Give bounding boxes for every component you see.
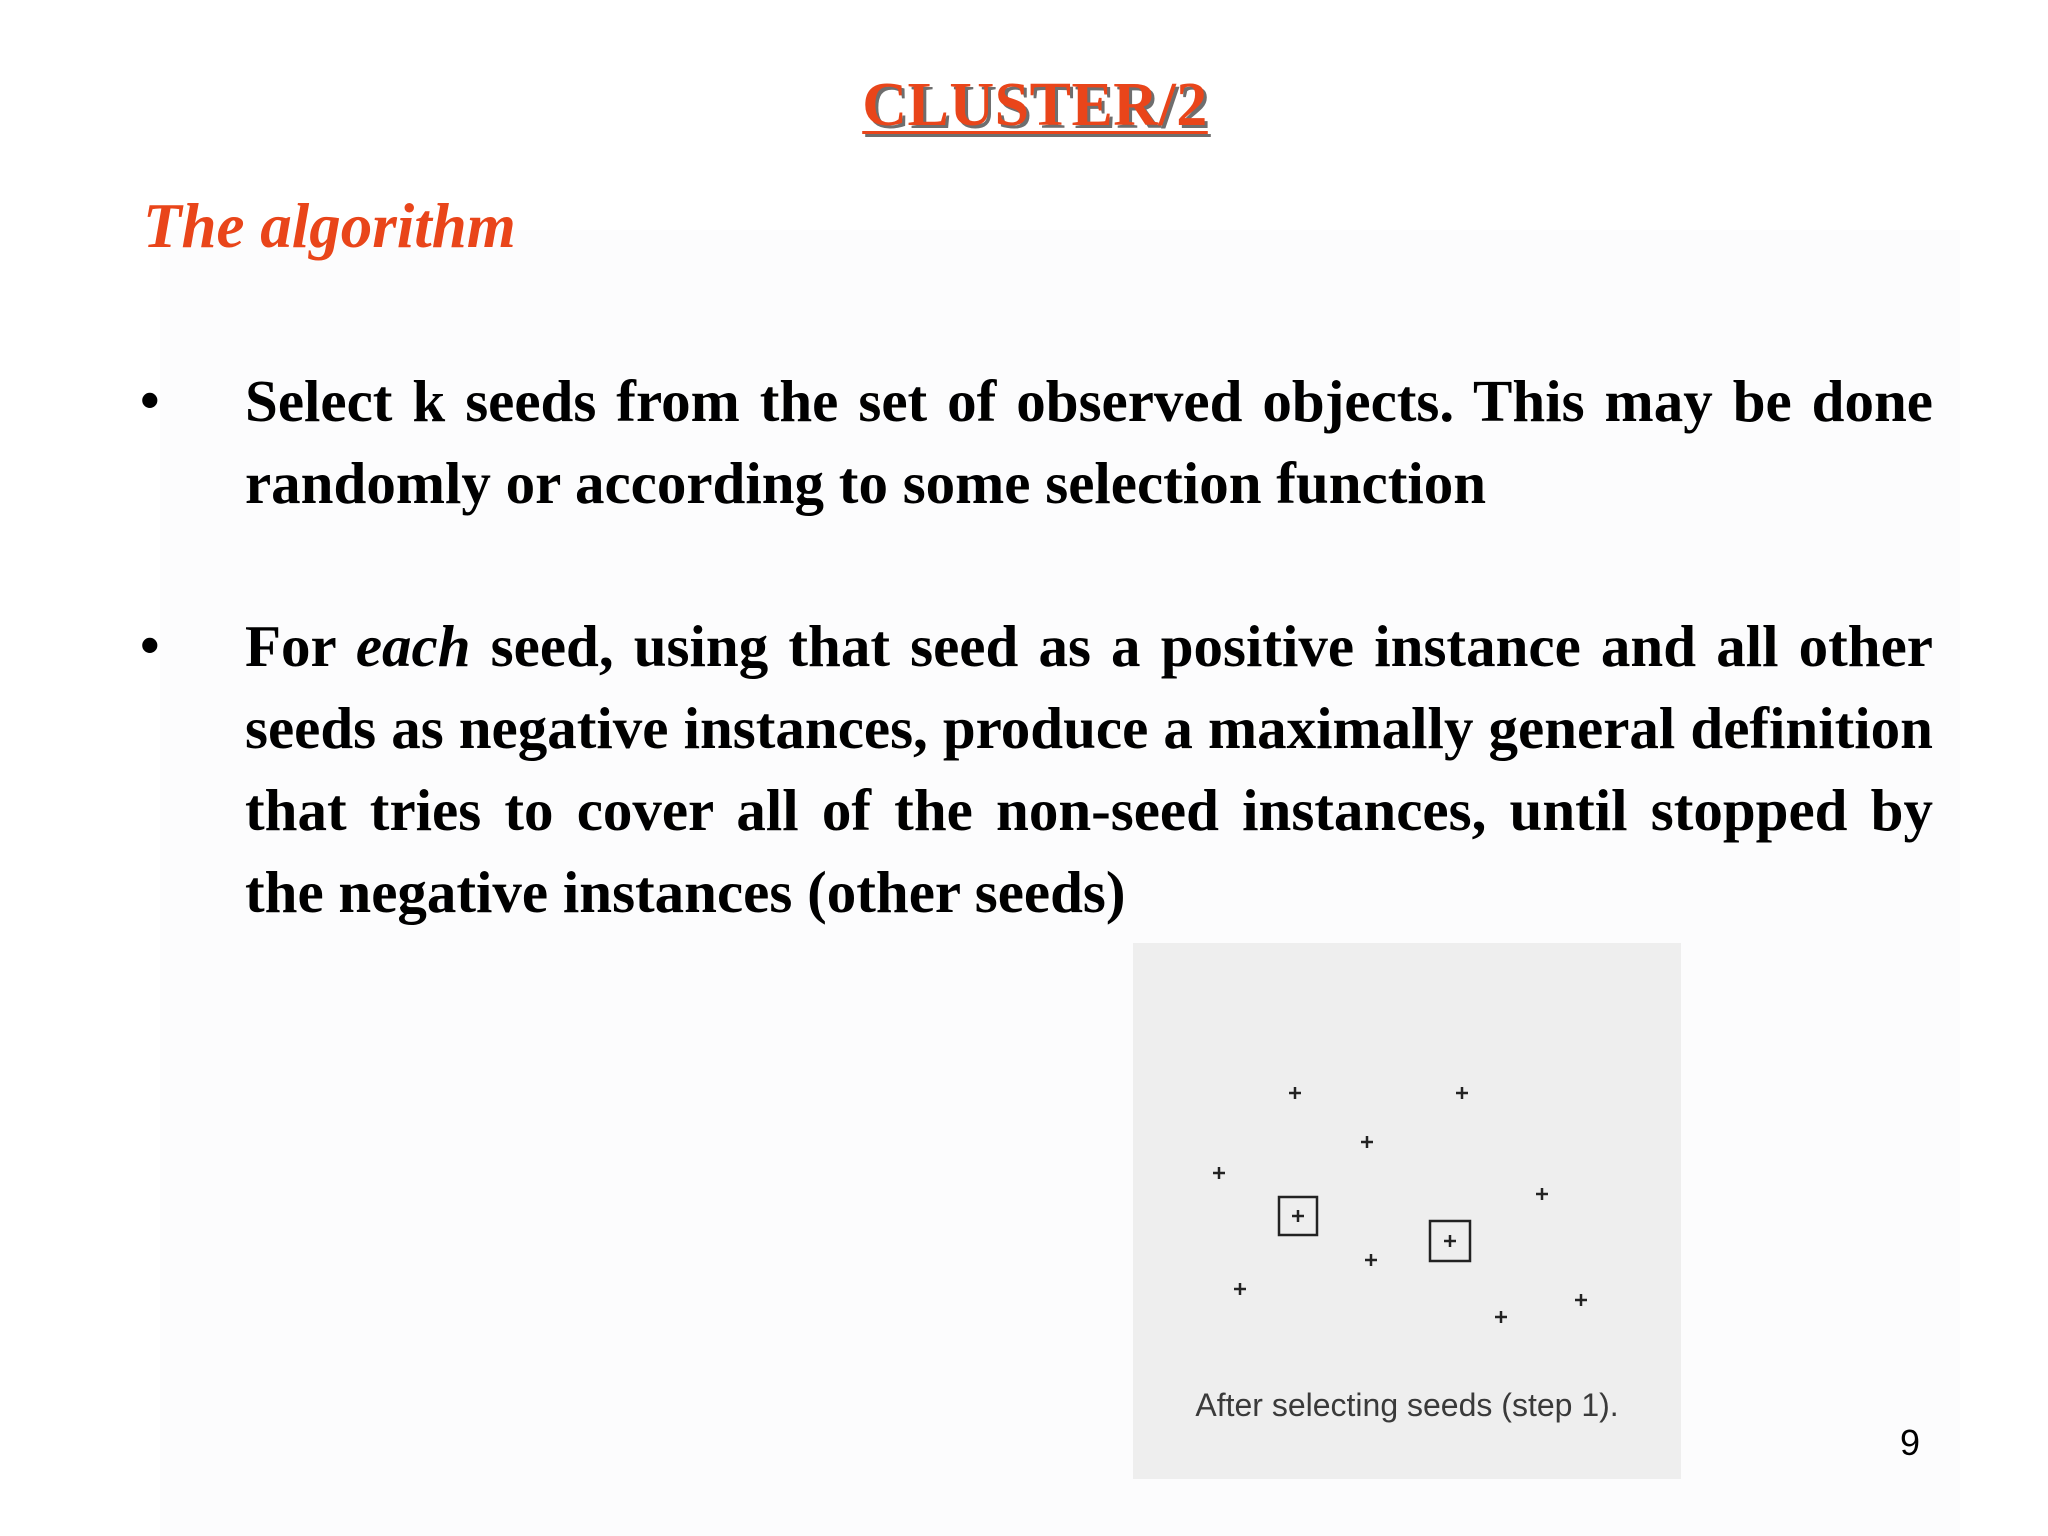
- seed-boxed-plus-icon: [1430, 1221, 1470, 1261]
- object-point-plus-icon: [1213, 1167, 1225, 1179]
- bullet-text-rest: seed, using that seed as a positive instance and all other seeds as negative instances, produce a maximally general definition that tries to cover all of the non-seed instances, until stopped by the negative instances (other seeds): [245, 613, 1933, 925]
- object-point-plus-icon: [1289, 1087, 1301, 1099]
- bullet-text: [245, 605, 1933, 933]
- object-point-plus-icon: [1456, 1087, 1468, 1099]
- object-point-plus-icon: [1536, 1188, 1548, 1200]
- object-point-plus-icon: [1361, 1136, 1373, 1148]
- figure-caption: After selecting seeds (step 1).: [1195, 1387, 1619, 1423]
- object-point-plus-icon: [1495, 1311, 1507, 1323]
- object-point-plus-icon: [1575, 1294, 1587, 1306]
- object-point-plus-icon: [1365, 1254, 1377, 1266]
- slide-title: CLUSTER/2: [862, 71, 1208, 139]
- object-point-plus-icon: [1234, 1283, 1246, 1295]
- bullet-dot-icon: •: [140, 615, 160, 677]
- bullet-dot-icon: •: [140, 370, 160, 432]
- seed-selection-figure: [1133, 943, 1681, 1479]
- bullet-text-lead: For: [245, 613, 356, 679]
- bullet-text-emphasis: each: [355, 613, 471, 679]
- bullet-text: Select k seeds from the set of observed objects. This may be done randomly or according to some selection function: [245, 368, 1933, 516]
- seed-boxed-plus-icon: [1279, 1197, 1317, 1235]
- page-number: 9: [1900, 1422, 1921, 1463]
- slide-subtitle: The algorithm: [143, 191, 516, 261]
